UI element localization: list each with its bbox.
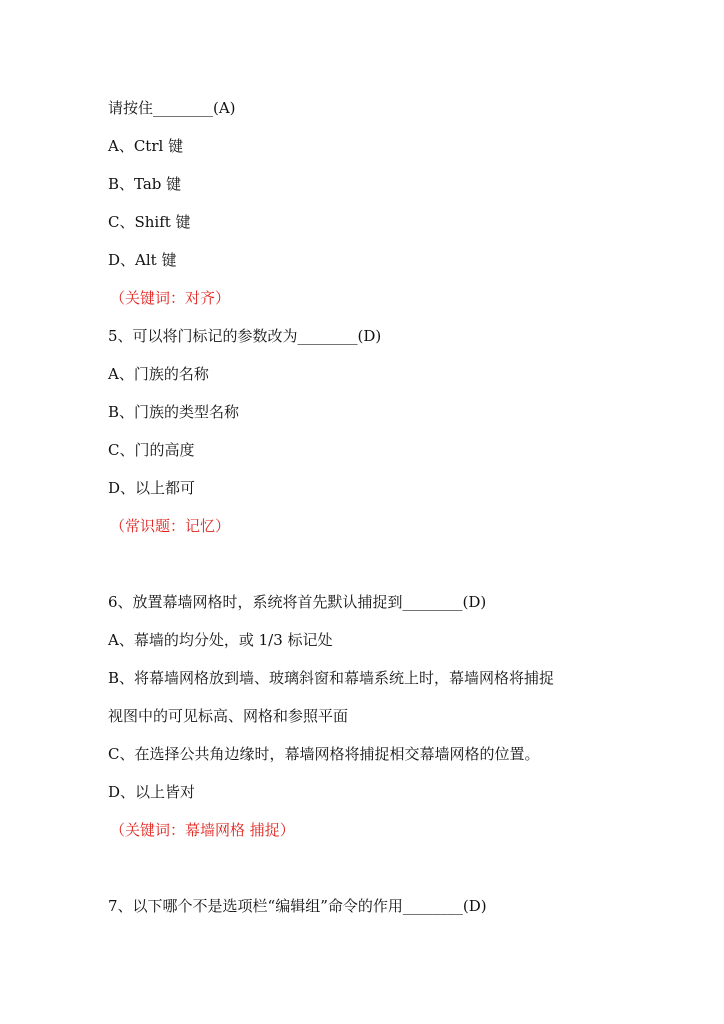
option-a: A、门族的名称 [108, 365, 209, 383]
option-d: D、以上皆对 [108, 783, 196, 801]
question-stem: 请按住________(A) [108, 99, 236, 117]
option-a: A、幕墙的均分处，或 1/3 标记处 [108, 631, 333, 649]
option-b-continued: 视图中的可见标高、网格和参照平面 [108, 707, 349, 725]
keyword-note: （常识题：记忆） [110, 517, 231, 535]
keyword-note: （关键词：对齐） [110, 289, 231, 307]
option-a: A、Ctrl 键 [108, 137, 184, 155]
question-stem: 5、可以将门标记的参数改为________(D) [108, 327, 382, 345]
option-b: B、门族的类型名称 [108, 403, 240, 421]
option-b: B、Tab 键 [108, 175, 182, 193]
option-d: D、以上都可 [108, 479, 196, 497]
option-c: C、Shift 键 [108, 213, 191, 231]
keyword-note: （关键词：幕墙网格 捕捉） [110, 821, 295, 839]
question-stem: 6、放置幕墙网格时，系统将首先默认捕捉到________(D) [108, 593, 487, 611]
option-d: D、Alt 键 [108, 251, 177, 269]
question-stem: 7、以下哪个不是选项栏“编辑组”命令的作用________(D) [108, 897, 487, 915]
option-c: C、门的高度 [108, 441, 195, 459]
option-b: B、将幕墙网格放到墙、玻璃斜窗和幕墙系统上时，幕墙网格将捕捉 [108, 669, 555, 687]
option-c: C、在选择公共角边缘时，幕墙网格将捕捉相交幕墙网格的位置。 [108, 745, 540, 763]
